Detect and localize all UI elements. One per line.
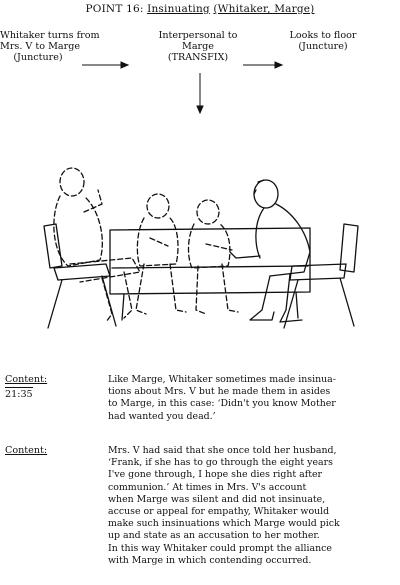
- content-paragraph: [108, 374, 336, 423]
- paragraph-line: to Marge, in this case: ‘Didn't you know Mother: [108, 398, 336, 410]
- paragraph-line: had wanted you dead.’: [108, 410, 216, 422]
- title-name: Insinuating: [147, 3, 210, 15]
- timecode: 21:35: [5, 389, 33, 400]
- paragraph-line: I've gone through, I hope she dies right after: [108, 469, 323, 481]
- four-seated-figures-illustration: [40, 160, 370, 335]
- paragraph-line: In this way Whitaker could prompt the alliance: [108, 542, 332, 554]
- dashed-figure-icon: [54, 168, 140, 322]
- flow-step-2-line: Interpersonal to: [158, 30, 238, 41]
- arrow-right-head-icon: [121, 62, 128, 68]
- flow-step-1-line: Mrs. V to Marge: [0, 41, 81, 52]
- paragraph-line: Mrs. V had said that she once told her husband,: [108, 445, 337, 456]
- paragraph-line: communion.’ At times in Mrs. V's account: [108, 481, 307, 493]
- flow-step-3-line: Looks to floor: [289, 30, 357, 41]
- paragraph-line: accuse or appeal for empathy, Whitaker would: [108, 506, 330, 518]
- dashed-figure-icon: [189, 200, 239, 314]
- dashed-figure-icon: [136, 194, 186, 314]
- flow-arrows: [0, 0, 400, 120]
- content-label: Content:: [5, 374, 48, 385]
- arrow-right-head-icon: [275, 62, 282, 68]
- title-people: (Whitaker, Marge): [213, 3, 315, 15]
- flow-step-1-line: Whitaker turns from: [0, 30, 100, 41]
- flow-step-2-line: Marge: [182, 41, 214, 52]
- paragraph-line: ‘Frank, if she has to go through the eight years: [108, 457, 333, 469]
- couch-icon: [110, 228, 310, 320]
- arrow-down-head-icon: [197, 106, 203, 113]
- paragraph-line: Like Marge, Whitaker sometimes made insinua-: [108, 374, 336, 385]
- paragraph-line: when Marge was silent and did not insinuate,: [108, 493, 326, 505]
- chair-icon: [284, 224, 358, 328]
- flow-step-3-line: (Juncture): [298, 41, 348, 52]
- paragraph-line: make such insinuations which Marge would pick: [108, 518, 340, 530]
- paragraph-line: tions about Mrs. V but he made them in asides: [108, 386, 331, 398]
- content-label: Content:: [5, 445, 48, 456]
- paragraph-line: up and state as an accusation to her mother.: [108, 530, 320, 542]
- flow-step-2-line: (TRANSFIX): [167, 52, 229, 63]
- title-prefix: POINT 16:: [85, 3, 144, 15]
- content-paragraph: [108, 445, 340, 567]
- flow-step-1-line: (Juncture): [13, 52, 63, 63]
- seated-man-icon: [230, 180, 310, 322]
- paragraph-line: with Marge in which contending occurred.: [108, 554, 312, 566]
